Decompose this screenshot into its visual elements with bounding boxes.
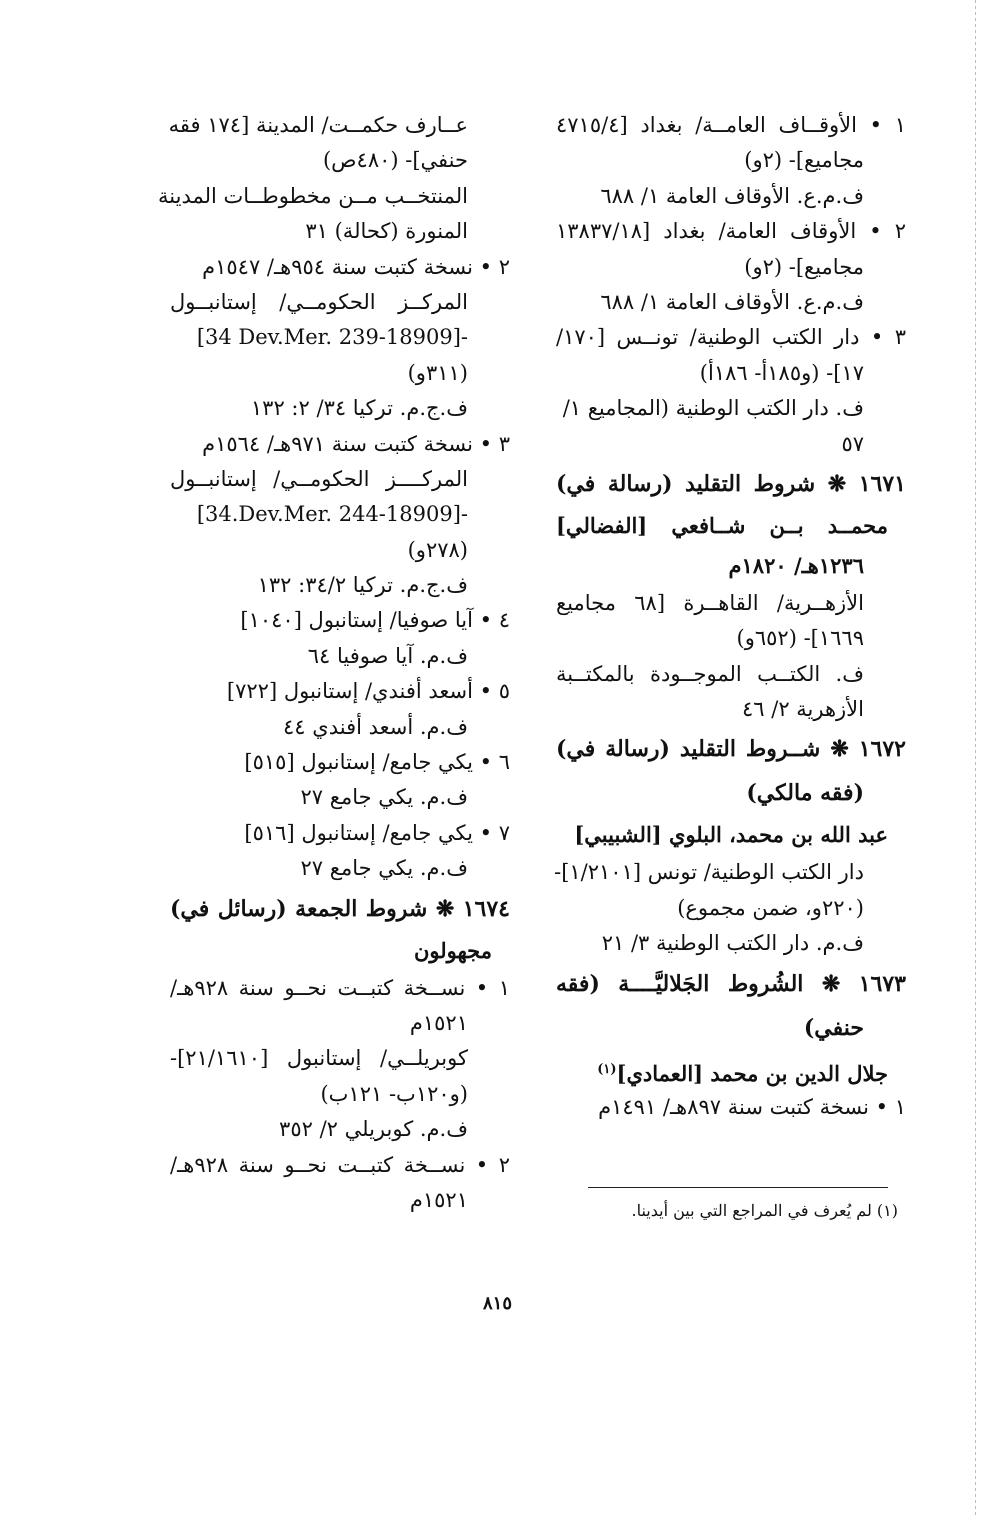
right-column-line: ٥٧	[841, 431, 864, 456]
right-column-line: (فقه مالكي)	[746, 780, 864, 807]
left-column-line: المركــز الحكومــي/ إستانبــول	[170, 289, 468, 314]
footnote-marker: (١)	[597, 1061, 617, 1077]
right-column-line: ف. الكتــب الموجــودة بالمكتــبة	[556, 661, 864, 686]
left-column-line: ٢ • نسخة كتبت سنة ٩٥٤هـ/ ١٥٤٧م	[202, 254, 510, 279]
right-column-line: ف.م.ع. الأوقاف العامة ١/ ٦٨٨	[600, 183, 864, 208]
shelfmark-text: [34 Dev.Mer. 239-18909]-	[196, 325, 468, 350]
right-column-line: حنفي)	[803, 1014, 864, 1041]
left-column-line: ١ • نســخة كتبــت نحــو سنة ٩٢٨هـ/	[170, 975, 510, 1000]
left-column-line: (و١٢٠ب- ١٢١ب)	[320, 1081, 468, 1106]
right-column-line: الأزهــرية/ القاهــرة [٦٨ مجاميع	[556, 590, 864, 615]
left-column-line: كوبريلــي/ إستانبول [٢١/١٦١٠]-	[170, 1046, 468, 1071]
left-column	[158, 108, 510, 1218]
right-column-line: ف.م.ع. الأوقاف العامة ١/ ٦٨٨	[600, 289, 864, 314]
right-column-line: ١٦٧٣ ❋ الشُروط الجَلاليَّــــة (فقه	[556, 970, 906, 997]
right-column-line: عبد الله بن محمد، البلوي [الشبيبي]	[574, 822, 888, 848]
left-column-line: حنفي]- (٤٨٠ص)	[322, 148, 468, 173]
scan-edge-line	[975, 0, 976, 1517]
shelfmark-text: [34.Dev.Mer. 244-18909]-	[196, 502, 468, 527]
right-column-line: (٢٢٠و، ضمن مجموع)	[677, 895, 864, 920]
left-column-line: ٧ • يكي جامع/ إستانبول [٥١٦]	[244, 820, 510, 845]
right-column-line: ١٦٧٢ ❋ شــروط التقليد (رسالة في)	[556, 736, 906, 763]
left-column-line: (٣١١و)	[407, 360, 468, 385]
left-column-line: (٢٧٨و)	[407, 537, 468, 562]
left-column-line: ٤ • آيا صوفيا/ إستانبول [١٠٤٠]	[240, 608, 510, 633]
right-column-line: ١ • الأوقــاف العامــة/ بغداد [٤٧١٥/٤	[556, 113, 906, 137]
right-column-line: ١٦٦٩]- (٦٥٢و)	[736, 626, 864, 651]
right-column-line: دار الكتب الوطنية/ تونس [١/٢١٠١]-	[554, 860, 864, 885]
footnote-divider	[588, 1187, 888, 1188]
right-column-line: ف.م. دار الكتب الوطنية ٣/ ٢١	[601, 931, 864, 956]
left-column-line: ١٥٢١م	[409, 1187, 468, 1212]
left-column-line: ف.م. أسعد أفندي ٤٤	[283, 714, 468, 739]
left-column-line: المنتخــب مــن مخطوطــات المدينة	[158, 183, 468, 208]
right-column-line: ٢ • الأوقاف العامة/ بغداد [١٣٨٣٧/١٨	[556, 219, 906, 244]
left-column-line: ف.ج.م. تركيا ٣٤/٢: ١٣٢	[257, 573, 468, 598]
right-column-line: الأزهرية ٢/ ٤٦	[741, 697, 864, 722]
left-column-line: ٣ • نسخة كتبت سنة ٩٧١هـ/ ١٥٦٤م	[202, 431, 510, 456]
right-column-line: ٣ • دار الكتب الوطنية/ تونــس [١٧٠/	[556, 325, 906, 350]
author-name: جلال الدين بن محمد [العمادي]	[616, 1060, 888, 1086]
left-column-line: ف.م. كوبريلي ٢/ ٣٥٢	[279, 1117, 468, 1142]
left-column-line: مجهولون	[413, 937, 492, 963]
left-column-line	[170, 320, 510, 355]
left-column-line: ١٥٢١م	[409, 1010, 468, 1035]
left-column-line: ف.م. آيا صوفيا ٦٤	[307, 643, 468, 668]
left-column-line: عــارف حكمــت/ المدينة [١٧٤ فقه	[168, 113, 468, 137]
left-column-line: ف.م. يكي جامع ٢٧	[300, 856, 468, 881]
right-column-line: ١٦٧١ ❋ شروط التقليد (رسالة في)	[556, 470, 906, 497]
right-column-line: مجاميع]- (٢و)	[744, 148, 864, 173]
author-line	[556, 1050, 906, 1090]
page-number: ٨١٥	[483, 1293, 513, 1314]
left-column-line: ف.ج.م. تركيا ٣٤/ ٢: ١٣٢	[250, 396, 468, 421]
left-column-line	[170, 497, 510, 532]
right-column-line: ١٧]- (و١٨٥أ- ١٨٦أ)	[699, 360, 864, 385]
right-column	[556, 108, 906, 1125]
left-column-line: ١٦٧٤ ❋ شروط الجمعة (رسائل في)	[170, 895, 510, 922]
left-column-line: المنورة (كحالة) ٣١	[305, 219, 468, 244]
right-column-line: مجاميع]- (٢و)	[744, 254, 864, 279]
left-column-line: ٢ • نســخة كتبــت نحــو سنة ٩٢٨هـ/	[170, 1152, 510, 1177]
left-column-line: ٦ • يكي جامع/ إستانبول [٥١٥]	[244, 750, 510, 775]
footnote: (١) لم يُعرف في المراجع التي بين أيدينا.	[631, 1201, 898, 1220]
right-column-line: محمــد بــن شــافعي [الفضالي]	[556, 512, 888, 538]
right-column-line: ١ • نسخة كتبت سنة ٨٩٧هـ/ ١٤٩١م	[598, 1094, 906, 1119]
right-column-line: ١٢٣٦هـ/ ١٨٢٠م	[728, 552, 864, 578]
left-column-line: ف.م. يكي جامع ٢٧	[300, 785, 468, 810]
right-column-line: ف. دار الكتب الوطنية (المجاميع ١/	[562, 396, 864, 421]
left-column-line: ٥ • أسعد أفندي/ إستانبول [٧٢٢]	[226, 679, 510, 704]
left-column-line: المركــــز الحكومــي/ إستانبــول	[170, 466, 468, 491]
